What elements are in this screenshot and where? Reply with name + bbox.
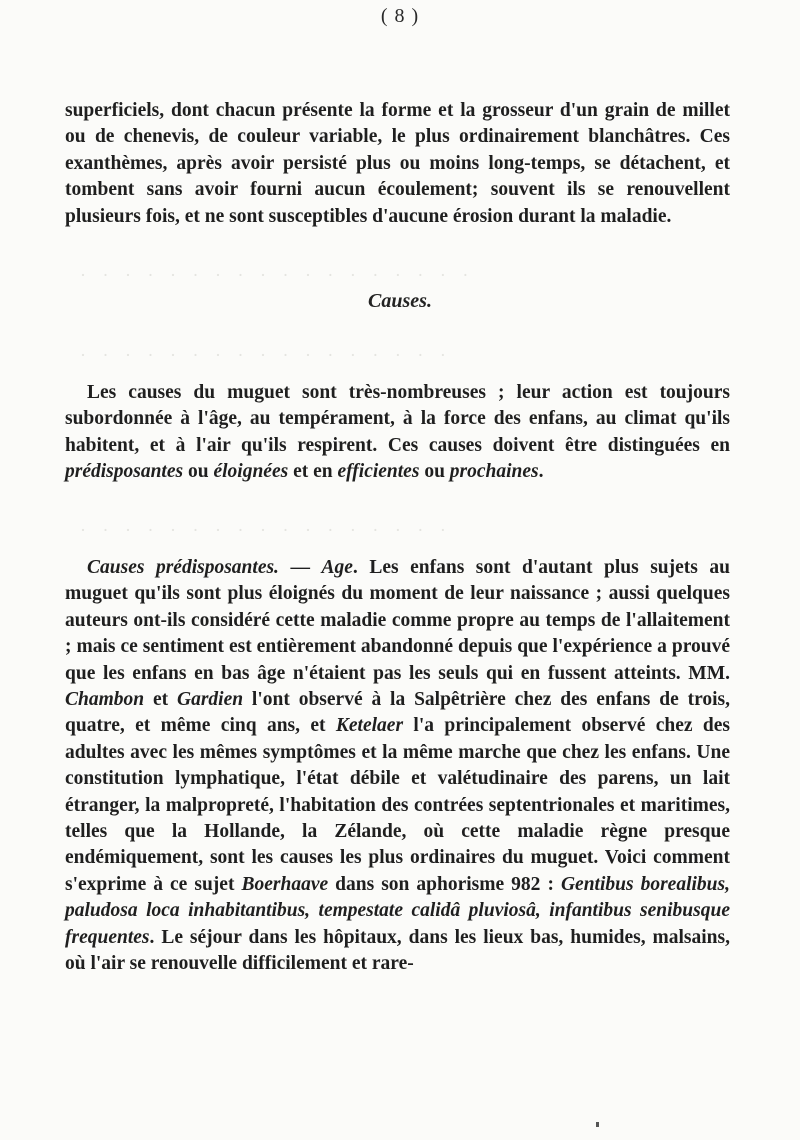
bleed-through-text: · · · · · · · · · · · · · · · · ·: [80, 345, 452, 365]
causes-text: et en: [288, 461, 338, 483]
paragraph-continuation: [65, 98, 730, 230]
latin-quotation: Gentibus borealibus, paludosa loca inhabitantibus, tempestate calidâ pluviosâ, infantibus senibusque frequentes: [65, 873, 730, 948]
dash: —: [278, 557, 322, 578]
author-gardien: Gardien: [176, 689, 244, 711]
causes-text: ou: [183, 461, 214, 483]
subsection-label: Causes prédisposantes.: [87, 557, 279, 578]
causes-text: ou: [419, 461, 450, 483]
author-boerhaave: Boerhaave: [241, 873, 329, 895]
paragraph-predisposing-causes: [65, 555, 730, 978]
ink-speck: [596, 1122, 599, 1127]
bleed-through-text: · · · · · · · · · · · · · · · · ·: [80, 520, 452, 540]
paragraph-causes: [65, 380, 730, 486]
term-predisposantes: prédisposantes: [65, 461, 184, 483]
term-efficientes: efficientes: [337, 461, 420, 483]
causes-text: Les causes du muguet sont très-nombreuses ; leur action est toujours subordonnée à l'âge, au tempérament, à la force des enfans, au climat qu'ils habitent, et à l'air qu'ils respirent. Ces causes doivent être distinguées en: [65, 382, 730, 456]
subsection-age-label: Age: [321, 557, 353, 578]
predisposing-text: dans son aphorisme 982 :: [328, 873, 561, 895]
predisposing-text: . Le séjour dans les hôpitaux, dans les lieux bas, humides, malsains, où l'air se renouvelle difficilement et rare-: [65, 926, 730, 975]
section-heading-causes: Causes.: [368, 290, 432, 312]
author-ketelaer: Ketelaer: [335, 715, 404, 737]
term-prochaines: prochaines: [449, 461, 539, 483]
predisposing-text: l'a principalement observé chez des adultes avec les mêmes symptômes et la même marche que chez les enfans. Une constitution lymphatique, l'état débile et valétudinaire des parens, un lait étranger, la malpropreté, l'habitation des contrées septentrionales et maritimes, telles que la Hollande, la Zélande, où cette maladie règne presque endémiquement, sont les causes les plus ordinaires du muguet. Voici comment s'exprime à ce sujet: [65, 715, 731, 895]
term-eloignees: éloignées: [213, 461, 289, 483]
page-number: ( 8 ): [380, 5, 420, 27]
author-chambon: Chambon: [65, 689, 145, 711]
predisposing-text: . Les enfans sont d'autant plus sujets au muguet qu'ils sont plus éloignés du moment de leur naissance ; aussi quelques auteurs ont-ils considéré cette maladie comme propre au temps de l'allaitement ; mais ce sentiment est entièrement abandonné depuis que l'expérience a prouvé que les enfans en bas âge n'étaient pas les seuls qui en fussent atteints. MM.: [65, 557, 730, 684]
causes-text: .: [538, 461, 544, 483]
predisposing-text: l'ont observé à la Salpêtrière chez des enfans de trois, quatre, et même cinq ans, et: [65, 689, 731, 737]
paragraph-continuation-text: superficiels, dont chacun présente la forme et la grosseur d'un grain de millet ou de chenevis, de couleur variable, le plus ordinairement blanchâtres. Ces exanthèmes, après avoir persisté plus ou moins long-temps, se détachent, et tombent sans avoir fourni aucun écoulement; souvent ils se renouvellent plusieurs fois, et ne sont susceptibles d'aucune érosion durant la maladie.: [65, 100, 730, 227]
bleed-through-text: · · · · · · · · · · · · · · · · · ·: [80, 265, 475, 285]
predisposing-text: et: [144, 689, 177, 711]
